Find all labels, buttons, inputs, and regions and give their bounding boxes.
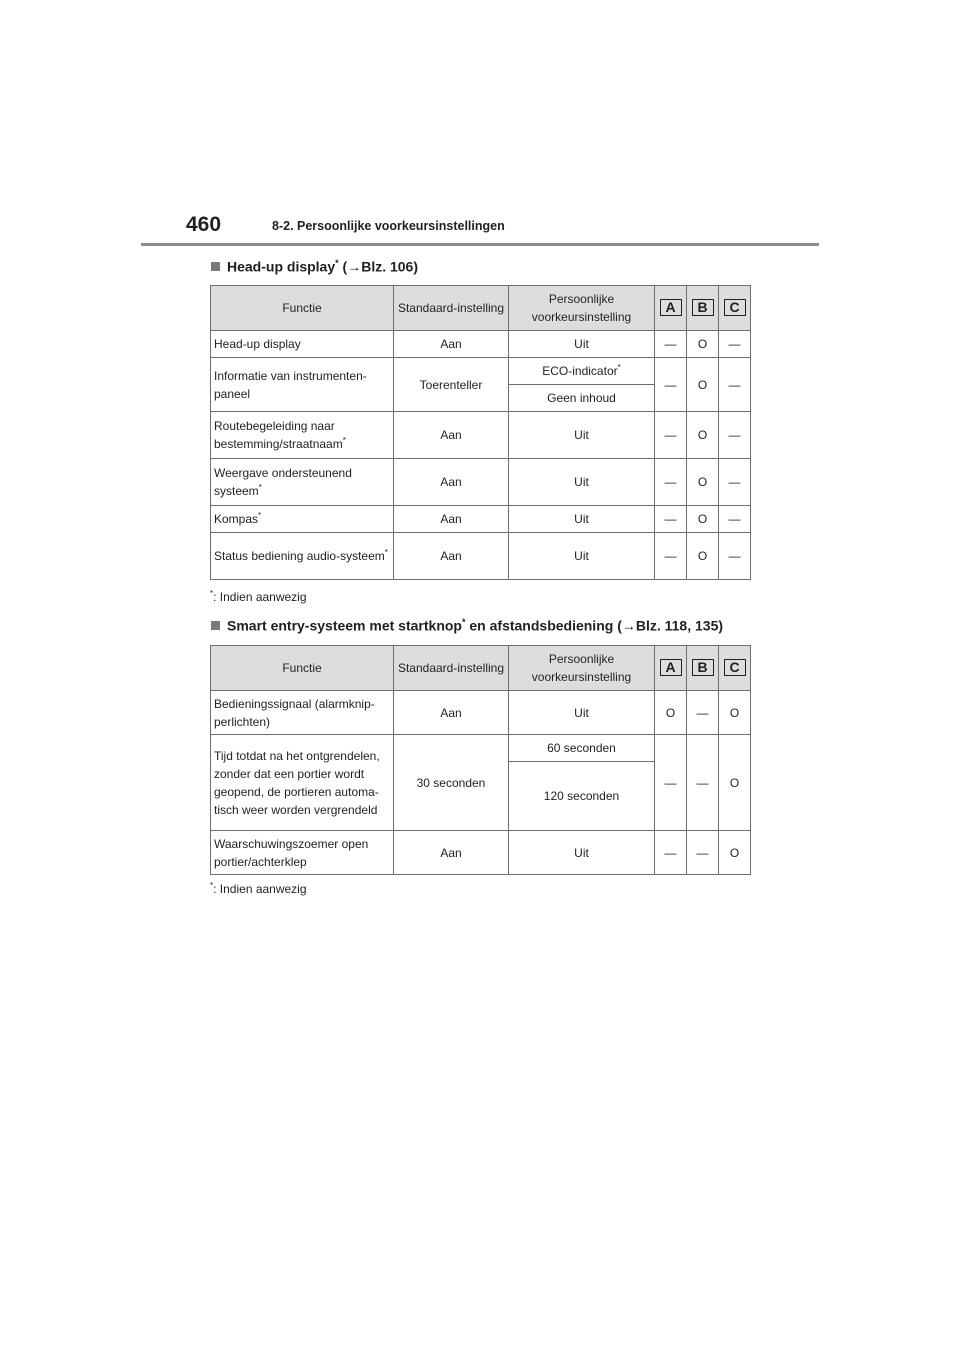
row-default: Toerenteller: [394, 358, 509, 412]
row-default: Aan: [394, 831, 509, 875]
row-custom-option: Geen inhoud: [509, 385, 655, 412]
row-c: O: [719, 691, 751, 735]
footnote: [210, 881, 307, 896]
row-function: [211, 459, 394, 506]
row-c: —: [719, 533, 751, 580]
section-page-reference: en afstandsbediening (→Blz. 118, 135): [465, 617, 724, 634]
table-row: [211, 506, 751, 533]
letter-b-box: B: [692, 659, 714, 676]
row-custom-option: 120 seconden: [509, 762, 655, 831]
column-header-default: Standaard-instelling: [394, 286, 509, 331]
row-a: —: [655, 412, 687, 459]
row-default: Aan: [394, 412, 509, 459]
row-custom: Uit: [509, 506, 655, 533]
section-page-reference: (→Blz. 106): [338, 258, 419, 275]
row-b: O: [687, 506, 719, 533]
row-custom-option: [509, 358, 655, 385]
row-default: Aan: [394, 533, 509, 580]
page-number: 460: [186, 213, 222, 236]
row-c: —: [719, 358, 751, 412]
row-b: O: [687, 331, 719, 358]
footnote-marker: *: [210, 881, 214, 890]
column-header-custom: Persoonlijke voorkeursinstelling: [509, 646, 655, 691]
row-c: —: [719, 459, 751, 506]
row-custom: Uit: [509, 533, 655, 580]
row-a: —: [655, 533, 687, 580]
row-c: O: [719, 735, 751, 831]
row-b: O: [687, 533, 719, 580]
row-custom: Uit: [509, 459, 655, 506]
letter-a-box: A: [660, 659, 682, 676]
row-default: Aan: [394, 691, 509, 735]
row-a: —: [655, 506, 687, 533]
row-default: Aan: [394, 506, 509, 533]
table-row: [211, 358, 751, 385]
head-up-display-settings-table: [210, 285, 751, 580]
row-custom: Uit: [509, 331, 655, 358]
table-row: [211, 735, 751, 762]
row-default: Aan: [394, 459, 509, 506]
table-row: [211, 533, 751, 580]
footnote-text: : Indien aanwezig: [213, 882, 307, 896]
row-function: [211, 412, 394, 459]
section-title: Smart entry-systeem met startknop: [227, 617, 462, 634]
header-divider: [141, 243, 819, 246]
row-custom-option: 60 seconden: [509, 735, 655, 762]
column-header-custom: Persoonlijke voorkeursinstelling: [509, 286, 655, 331]
column-header-function: Functie: [211, 646, 394, 691]
column-header-b: [687, 646, 719, 691]
row-a: —: [655, 358, 687, 412]
row-function: Bedieningssignaal (alarmknip-perlichten): [211, 691, 394, 735]
column-header-default: Standaard-instelling: [394, 646, 509, 691]
table-row: [211, 831, 751, 875]
custom-option-text: ECO-indicator: [542, 364, 618, 378]
row-default: 30 seconden: [394, 735, 509, 831]
row-b: O: [687, 358, 719, 412]
row-a: —: [655, 459, 687, 506]
bullet-square-icon: [211, 621, 220, 630]
footnote-marker: *: [617, 363, 621, 372]
letter-c-box: C: [724, 659, 746, 676]
row-custom: Uit: [509, 831, 655, 875]
row-custom: Uit: [509, 412, 655, 459]
row-c: —: [719, 331, 751, 358]
column-header-c: [719, 646, 751, 691]
row-default: Aan: [394, 331, 509, 358]
column-header-a: [655, 646, 687, 691]
row-function: Tijd totdat na het ontgrendelen, zonder dat een portier wordt geopend, de portieren automa-tisch weer worden vergrendeld: [211, 735, 394, 831]
row-b: —: [687, 735, 719, 831]
bullet-square-icon: [211, 262, 220, 271]
function-text: Status bediening audio-systeem: [214, 549, 385, 563]
table-header-row: [211, 646, 751, 691]
table-row: [211, 412, 751, 459]
section-heading-smart-entry: [211, 617, 723, 634]
footnote-marker: *: [335, 258, 339, 268]
row-a: —: [655, 331, 687, 358]
row-custom: Uit: [509, 691, 655, 735]
row-b: —: [687, 691, 719, 735]
section-heading-head-up-display: [211, 258, 418, 275]
function-text: Weergave ondersteunend systeem: [214, 466, 352, 498]
row-a: O: [655, 691, 687, 735]
row-c: O: [719, 831, 751, 875]
row-function: Head-up display: [211, 331, 394, 358]
row-a: —: [655, 735, 687, 831]
table-header-row: [211, 286, 751, 331]
row-b: O: [687, 459, 719, 506]
footnote: [210, 589, 307, 604]
row-function: Waarschuwingszoemer open portier/achterklep: [211, 831, 394, 875]
footnote-marker: *: [258, 511, 262, 520]
table-row: [211, 331, 751, 358]
footnote-marker: *: [258, 483, 262, 492]
row-c: —: [719, 412, 751, 459]
section-title: Head-up display: [227, 258, 336, 275]
footnote-marker: *: [342, 436, 346, 445]
smart-entry-settings-table: [210, 645, 751, 875]
letter-c-box: C: [724, 299, 746, 316]
row-c: —: [719, 506, 751, 533]
table-row: [211, 691, 751, 735]
letter-b-box: B: [692, 299, 714, 316]
row-a: —: [655, 831, 687, 875]
function-text: Routebegeleiding naar bestemming/straatnaam: [214, 419, 343, 451]
footnote-marker: *: [210, 589, 214, 598]
footnote-text: : Indien aanwezig: [213, 590, 307, 604]
row-function: [211, 533, 394, 580]
column-header-b: [687, 286, 719, 331]
footnote-marker: *: [461, 617, 466, 627]
letter-a-box: A: [660, 299, 682, 316]
table-row: [211, 459, 751, 506]
row-b: O: [687, 412, 719, 459]
row-function: [211, 506, 394, 533]
column-header-function: Functie: [211, 286, 394, 331]
chapter-title: 8-2. Persoonlijke voorkeursinstellingen: [272, 219, 505, 233]
row-function: Informatie van instrumenten-paneel: [211, 358, 394, 412]
column-header-a: [655, 286, 687, 331]
footnote-marker: *: [384, 548, 388, 557]
function-text: Kompas: [214, 512, 259, 526]
column-header-c: [719, 286, 751, 331]
row-b: —: [687, 831, 719, 875]
